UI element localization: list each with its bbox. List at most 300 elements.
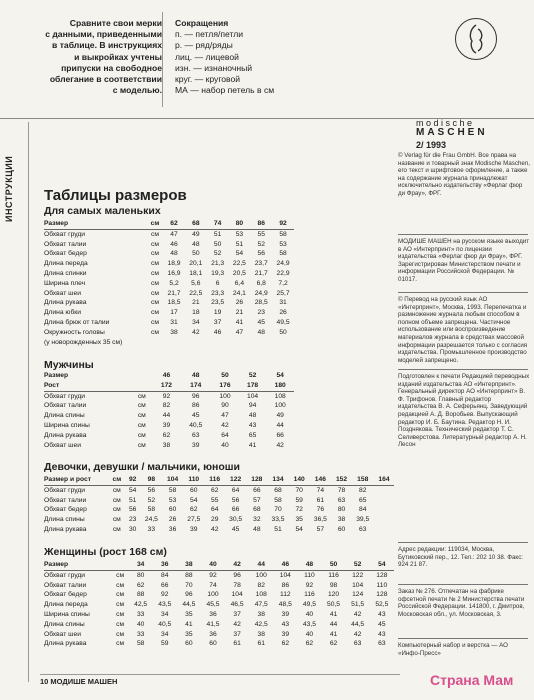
table-cell: 38: [337, 516, 346, 524]
watermark: Страна Мам: [430, 672, 514, 688]
imprint-separator: [398, 638, 528, 639]
table-cell: 42: [353, 630, 362, 638]
imprint-block: © Перевод на русский язык АО «Интерпринт», Москва, 1993. Перепечатка и размножение журнала любым способом в полном объеме запрещена. Частичное использование или воспроизведение материалов журнала в средствах массовой информации разрешается только с согласия издательства. Промышленное производство моделей запрещено.: [398, 296, 528, 364]
table-cell: 43,5: [158, 601, 172, 609]
table-cell: 52: [147, 496, 156, 504]
table-cell: 33: [147, 525, 156, 533]
table-cell: 34: [161, 610, 169, 618]
table-cell: 68: [253, 506, 261, 514]
table-cell: 42: [233, 620, 241, 628]
table-cell: 39: [281, 610, 290, 618]
row-label: Обхват бедер: [44, 506, 87, 514]
table-cell: 35: [295, 516, 303, 524]
table-cell: 50,5: [327, 601, 341, 609]
table-cell: 68: [274, 486, 282, 494]
table-cell: 104: [352, 581, 364, 589]
table-cell: 26: [279, 309, 287, 317]
table-cell: см: [112, 506, 121, 514]
table-cell: 48: [257, 328, 265, 336]
magazine-logo-top: modische: [416, 118, 475, 128]
row-label: Обхват талии: [44, 496, 87, 504]
table-row: [44, 570, 394, 580]
table-cell: 21,3: [211, 260, 225, 268]
table-cell: 50: [221, 372, 229, 379]
table-cell: 78: [337, 486, 346, 494]
table-cell: 42: [276, 441, 284, 449]
table-cell: 5,6: [191, 279, 201, 287]
table-cell: 172: [153, 381, 181, 391]
table-row: [44, 308, 294, 318]
table-cell: 60: [185, 640, 193, 648]
table-cell: 50: [213, 240, 222, 248]
table-row: [44, 590, 394, 600]
table-cell: 112: [279, 591, 291, 599]
table-cell: 40: [221, 441, 229, 449]
table-cell: 70: [185, 581, 193, 589]
table-cell: 39: [190, 525, 198, 533]
table-cell: 58: [147, 506, 156, 514]
table-cell: [272, 338, 294, 348]
table-row: [44, 485, 394, 495]
table-cell: 86: [250, 219, 272, 229]
table-cell: 100: [219, 392, 231, 400]
table-cell: 92: [125, 475, 140, 485]
abbrev-line: Сокращения: [175, 18, 229, 28]
table-cell: 20,1: [189, 260, 203, 268]
table-cell: 65: [358, 496, 367, 504]
table-cell: 45: [257, 318, 265, 326]
row-label: (у новорожденных 35 см): [44, 338, 123, 346]
table-cell: 128: [376, 591, 388, 599]
row-label: Ширина спины: [44, 610, 90, 618]
row-label: Окружность головы: [44, 328, 105, 336]
table-cell: 44,5: [182, 601, 196, 609]
table-cell: 31: [279, 299, 287, 307]
row-label: Длина переда: [44, 260, 88, 268]
table-cell: 74: [209, 581, 217, 589]
table-cell: 40,5: [189, 421, 203, 429]
table-cell: 41: [329, 630, 338, 638]
table-cell: 62: [162, 431, 171, 439]
table-cell: см: [151, 260, 159, 268]
row-label: Обхват груди: [44, 486, 85, 494]
table-cell: 66: [161, 581, 169, 589]
table-cell: 38: [257, 610, 265, 618]
table-cell: 40: [201, 560, 225, 570]
table-cell: 55: [257, 230, 265, 238]
table-row: [44, 338, 294, 348]
table-cell: 92: [162, 392, 171, 400]
table-cell: 43: [378, 610, 386, 618]
table-cell: 108: [274, 392, 286, 400]
table-cell: 42: [221, 421, 229, 429]
table-cell: 25,7: [276, 289, 290, 297]
row-label: Рост: [44, 381, 131, 391]
row-label: Длина спинки: [44, 269, 87, 277]
size-table: [44, 560, 394, 649]
table-cell: см: [137, 412, 146, 420]
table-cell: 176: [211, 381, 239, 391]
table-cell: 65: [248, 431, 257, 439]
table-cell: 54: [190, 496, 198, 504]
table-cell: 24,9: [254, 289, 268, 297]
table-cell: 42: [210, 525, 219, 533]
table-cell: см: [116, 601, 125, 609]
table-cell: 74: [316, 486, 325, 494]
table-cell: 21,7: [167, 289, 181, 297]
table-cell: 46: [213, 328, 222, 336]
table-cell: 60: [209, 640, 217, 648]
table-cell: 164: [374, 475, 394, 485]
table-cell: [147, 338, 163, 348]
row-label: Обхват шеи: [44, 441, 81, 449]
table-cell: 100: [255, 571, 267, 579]
table-cell: 32: [253, 516, 261, 524]
table-cell: 56: [257, 250, 265, 258]
table-cell: 21: [192, 299, 200, 307]
table-cell: 44,5: [351, 620, 365, 628]
table-cell: 27,5: [187, 516, 201, 524]
table-cell: 24,1: [232, 289, 246, 297]
intro-text: [40, 18, 162, 96]
table-cell: 35: [185, 610, 193, 618]
table-cell: 36: [209, 630, 217, 638]
row-label: Обхват груди: [44, 392, 85, 400]
table-cell: [374, 505, 394, 515]
row-label: Обхват талии: [44, 402, 87, 410]
table-row: [44, 249, 294, 259]
table-cell: 86: [191, 402, 200, 410]
table-cell: 56: [231, 496, 240, 504]
row-label: Обхват талии: [44, 240, 87, 248]
table-cell: 41: [235, 318, 244, 326]
table-title: Девочки, девушки / мальчики, юноши: [44, 461, 241, 473]
table-cell: 46: [162, 372, 171, 379]
table-cell: 49: [192, 230, 200, 238]
table-cell: 24,5: [144, 516, 158, 524]
table-row: [44, 620, 394, 630]
table-cell: 58: [136, 640, 145, 648]
table-cell: 40: [305, 610, 314, 618]
table-cell: 45: [231, 525, 240, 533]
table-row: [44, 318, 294, 328]
table-cell: 128: [376, 571, 388, 579]
size-table: [44, 475, 394, 535]
table-cell: 122: [224, 475, 246, 485]
page-footer: 10 МОДИШЕ МАШЕН: [40, 677, 118, 686]
table-cell: 60: [337, 525, 346, 533]
table-cell: 72: [295, 506, 303, 514]
table-cell: 33: [136, 610, 145, 618]
table-cell: 23,3: [211, 289, 225, 297]
table-cell: см: [151, 240, 159, 248]
table-cell: 104: [231, 591, 243, 599]
table-cell: 43,5: [302, 620, 316, 628]
table-cell: 58: [279, 250, 287, 258]
imprint-block: Заказ № 276. Отпечатан на фабрике офсетной печати № 2 Министерства печати Российской Федерации. 141800, г. Дмитров, Московская обл., ул. Московская, 3.: [398, 588, 525, 618]
table-cell: 50: [321, 560, 345, 570]
table-cell: 53: [168, 496, 177, 504]
section-side-label: ИНСТРУКЦИИ: [4, 155, 14, 222]
table-cell: 39: [281, 630, 290, 638]
table-cell: 146: [309, 475, 331, 485]
table-cell: 63: [337, 496, 346, 504]
table-cell: 86: [281, 581, 290, 589]
table-cell: 36: [209, 610, 217, 618]
table-cell: 40: [136, 620, 145, 628]
table-cell: 120: [327, 591, 340, 599]
table-cell: 59: [161, 640, 169, 648]
table-cell: 96: [191, 392, 200, 400]
table-cell: [185, 338, 207, 348]
table-cell: 44: [249, 560, 273, 570]
imprint-separator: [398, 584, 528, 585]
intro-line: припуски на свободное: [61, 62, 162, 73]
table-cell: 116: [328, 571, 339, 579]
table-cell: 6,8: [256, 279, 266, 287]
table-cell: 48: [192, 240, 200, 248]
table-cell: 60: [190, 486, 198, 494]
table-cell: 23: [257, 309, 265, 317]
table-cell: 18,9: [167, 260, 181, 268]
table-cell: 46: [170, 240, 178, 248]
table-cell: 26: [168, 516, 177, 524]
table-cell: см: [137, 402, 146, 410]
table-cell: 53: [279, 240, 287, 248]
table-cell: 43: [281, 620, 290, 628]
table-row: [44, 525, 394, 535]
table-cell: 64: [210, 506, 219, 514]
table-cell: 51: [274, 525, 282, 533]
table-cell: 45: [378, 620, 386, 628]
table-cell: 41: [248, 441, 257, 449]
table-cell: см: [137, 421, 146, 429]
table-row: [44, 421, 294, 431]
row-label: Ширина плеч: [44, 279, 86, 287]
table-cell: 62: [305, 640, 314, 648]
table-row: [44, 411, 294, 421]
table-cell: см: [151, 328, 159, 336]
table-cell: 36,5: [313, 516, 327, 524]
table-cell: 104: [163, 475, 183, 485]
row-label: Обхват груди: [44, 571, 85, 579]
row-label: Размер и рост: [44, 475, 108, 485]
table-cell: см: [112, 525, 121, 533]
imprint-block: Подготовлен к печати Редакцией переводных изданий издательства АО «Интерпринт». Генеральный директор АО «Интерпринт» В. Ф. Трифонов. Главный редактор издательства В. А. Сеферьянц. Заведующий редакцией А. Д. Воробьев. Выпускающий редактор И. Б. Баутина. Редактор Н. И. Позднякова. Технический редактор Т. С. Селиверстова. Литературный редактор А. Н. Лесон: [398, 373, 530, 449]
abbrev-line: лиц. — лицевой: [175, 51, 239, 62]
table-cell: 100: [207, 591, 219, 599]
table-cell: 42,5: [254, 620, 268, 628]
table-cell: 47: [221, 412, 229, 420]
table-cell: 43: [378, 630, 386, 638]
table-cell: 45: [191, 412, 200, 420]
table-cell: 116: [304, 591, 315, 599]
table-row: [44, 298, 294, 308]
intro-line: Сравните свои мерки: [69, 18, 162, 28]
table-cell: 41: [329, 610, 338, 618]
table-cell: 52,5: [375, 601, 389, 609]
table-cell: 33,5: [271, 516, 285, 524]
header-divider: [162, 12, 163, 107]
table-cell: 54: [370, 560, 394, 570]
table-cell: 88: [136, 591, 145, 599]
table-cell: 52: [248, 372, 257, 379]
table-cell: 39: [162, 421, 171, 429]
table-cell: см: [151, 318, 159, 326]
table-cell: 21: [235, 309, 244, 317]
table-row: [44, 229, 294, 239]
table-cell: 63: [353, 640, 362, 648]
table-cell: 88: [185, 571, 193, 579]
row-label: Длина переда: [44, 601, 88, 609]
table-row: [44, 515, 394, 525]
table-cell: 140: [289, 475, 309, 485]
row-label: Длина рукава: [44, 640, 87, 648]
row-label: Обхват груди: [44, 230, 85, 238]
table-cell: 42: [192, 328, 200, 336]
table-cell: 48,5: [278, 601, 292, 609]
table-cell: 38: [170, 328, 178, 336]
table-cell: 23,7: [254, 260, 268, 268]
table-cell: 46,5: [230, 601, 244, 609]
table-cell: 18,5: [167, 299, 181, 307]
table-cell: 63: [358, 525, 367, 533]
table-cell: 66: [253, 486, 261, 494]
table-row: [44, 431, 294, 441]
table-cell: 31: [170, 318, 178, 326]
table-cell: [229, 338, 251, 348]
imprint-block: МОДИШЕ МАШЕН на русском языке выходит в АО «Интерпринт» по лицензии издательства «Ферлаг фюр ди Фрау», ФРГ. Зарегистрирован Министерством печати и информации Российской Федерации. № 01017.: [398, 238, 530, 283]
table-cell: см: [151, 269, 159, 277]
abbrev-line: изн. — изнаночный: [175, 62, 253, 73]
table-cell: 70: [274, 506, 282, 514]
table-cell: см: [137, 392, 146, 400]
table-cell: 78: [233, 581, 241, 589]
table-cell: 48: [248, 412, 257, 420]
table-row: [44, 259, 294, 269]
table-cell: 52: [213, 250, 222, 258]
imprint-separator: [398, 234, 528, 235]
table-cell: 51: [235, 240, 244, 248]
table-cell: 45,5: [206, 601, 220, 609]
table-cell: см: [137, 441, 146, 449]
table-cell: 47: [235, 328, 244, 336]
table-cell: 74: [207, 219, 229, 229]
table-cell: 64: [221, 431, 229, 439]
row-label: Обхват талии: [44, 581, 87, 589]
table-cell: 63: [378, 640, 386, 648]
table-cell: 34: [161, 630, 169, 638]
table-cell: 98: [140, 475, 162, 485]
table-cell: 63: [191, 431, 200, 439]
table-cell: 29: [210, 516, 219, 524]
table-cell: [131, 371, 153, 381]
table-cell: 44: [162, 412, 171, 420]
table-cell: 66: [276, 431, 284, 439]
table-cell: 51: [128, 496, 137, 504]
table-title: Мужчины: [44, 359, 94, 371]
table-cell: 58: [168, 486, 177, 494]
table-cell: 28,5: [254, 299, 268, 307]
table-cell: 62: [329, 640, 338, 648]
table-cell: 66: [231, 506, 240, 514]
table-cell: см: [151, 289, 159, 297]
table-cell: 53: [235, 230, 244, 238]
table-cell: 59: [295, 496, 303, 504]
table-cell: 49: [276, 412, 284, 420]
table-cell: 50: [279, 328, 287, 336]
table-cell: 24,9: [276, 260, 290, 268]
table-header-row: [44, 381, 294, 391]
table-cell: см: [151, 309, 159, 317]
table-cell: 17: [170, 309, 178, 317]
table-cell: 18,1: [189, 269, 203, 277]
imprint-block: Адрес редакции: 119034, Москва, Бутиковский пер., 12. Тел.: 202 10 38. Факс: 924 21 87.: [398, 546, 524, 569]
table-cell: 39,5: [356, 516, 370, 524]
table-cell: 64: [231, 486, 240, 494]
row-label: Длина брюк от талии: [44, 318, 110, 326]
table-cell: 47,5: [254, 601, 268, 609]
table-cell: 96: [185, 591, 193, 599]
table-row: [44, 391, 294, 401]
abbrev-line: МА — набор петель в см: [175, 85, 275, 96]
table-row: [44, 630, 394, 640]
table-cell: см: [147, 219, 163, 229]
table-cell: 49,5: [302, 601, 316, 609]
table-cell: см: [116, 630, 125, 638]
table-row: [44, 289, 294, 299]
row-label: Длина рукава: [44, 299, 87, 307]
table-cell: 56: [128, 506, 137, 514]
intro-line: облегание в соответствии: [49, 74, 162, 85]
table-cell: 58: [274, 496, 282, 504]
table-cell: 22,5: [189, 289, 203, 297]
table-cell: 94: [248, 402, 257, 410]
table-cell: 37: [233, 630, 241, 638]
table-row: [44, 269, 294, 279]
table-cell: 33: [136, 630, 145, 638]
imprint-block: Компьютерный набор и верстка — АО «Инфо-Пресс»: [398, 642, 508, 657]
table-cell: 62: [136, 581, 145, 589]
size-table: [44, 219, 294, 347]
row-label: Длина юбки: [44, 309, 81, 317]
row-label: Обхват шеи: [44, 630, 81, 638]
table-cell: 82: [358, 486, 367, 494]
table-cell: 19: [213, 309, 222, 317]
table-row: [44, 496, 394, 506]
intro-line: с данными, приведенными: [45, 29, 162, 40]
footer-rule: [40, 674, 400, 675]
table-cell: 34: [129, 560, 153, 570]
table-row: [44, 441, 294, 451]
table-cell: 40: [305, 630, 314, 638]
table-cell: 52: [346, 560, 370, 570]
table-cell: 152: [332, 475, 352, 485]
table-cell: 104: [246, 392, 259, 400]
table-cell: 100: [274, 402, 286, 410]
table-cell: 38: [257, 630, 265, 638]
intro-line: и выкройках учтены: [74, 51, 162, 62]
table-cell: см: [116, 640, 125, 648]
table-cell: см: [116, 620, 125, 628]
table-cell: [163, 338, 185, 348]
table-row: [44, 600, 394, 610]
table-cell: 174: [180, 381, 211, 391]
table-row: [44, 371, 294, 381]
table-row: [44, 639, 394, 649]
table-cell: 50: [192, 250, 200, 258]
table-cell: см: [137, 431, 146, 439]
